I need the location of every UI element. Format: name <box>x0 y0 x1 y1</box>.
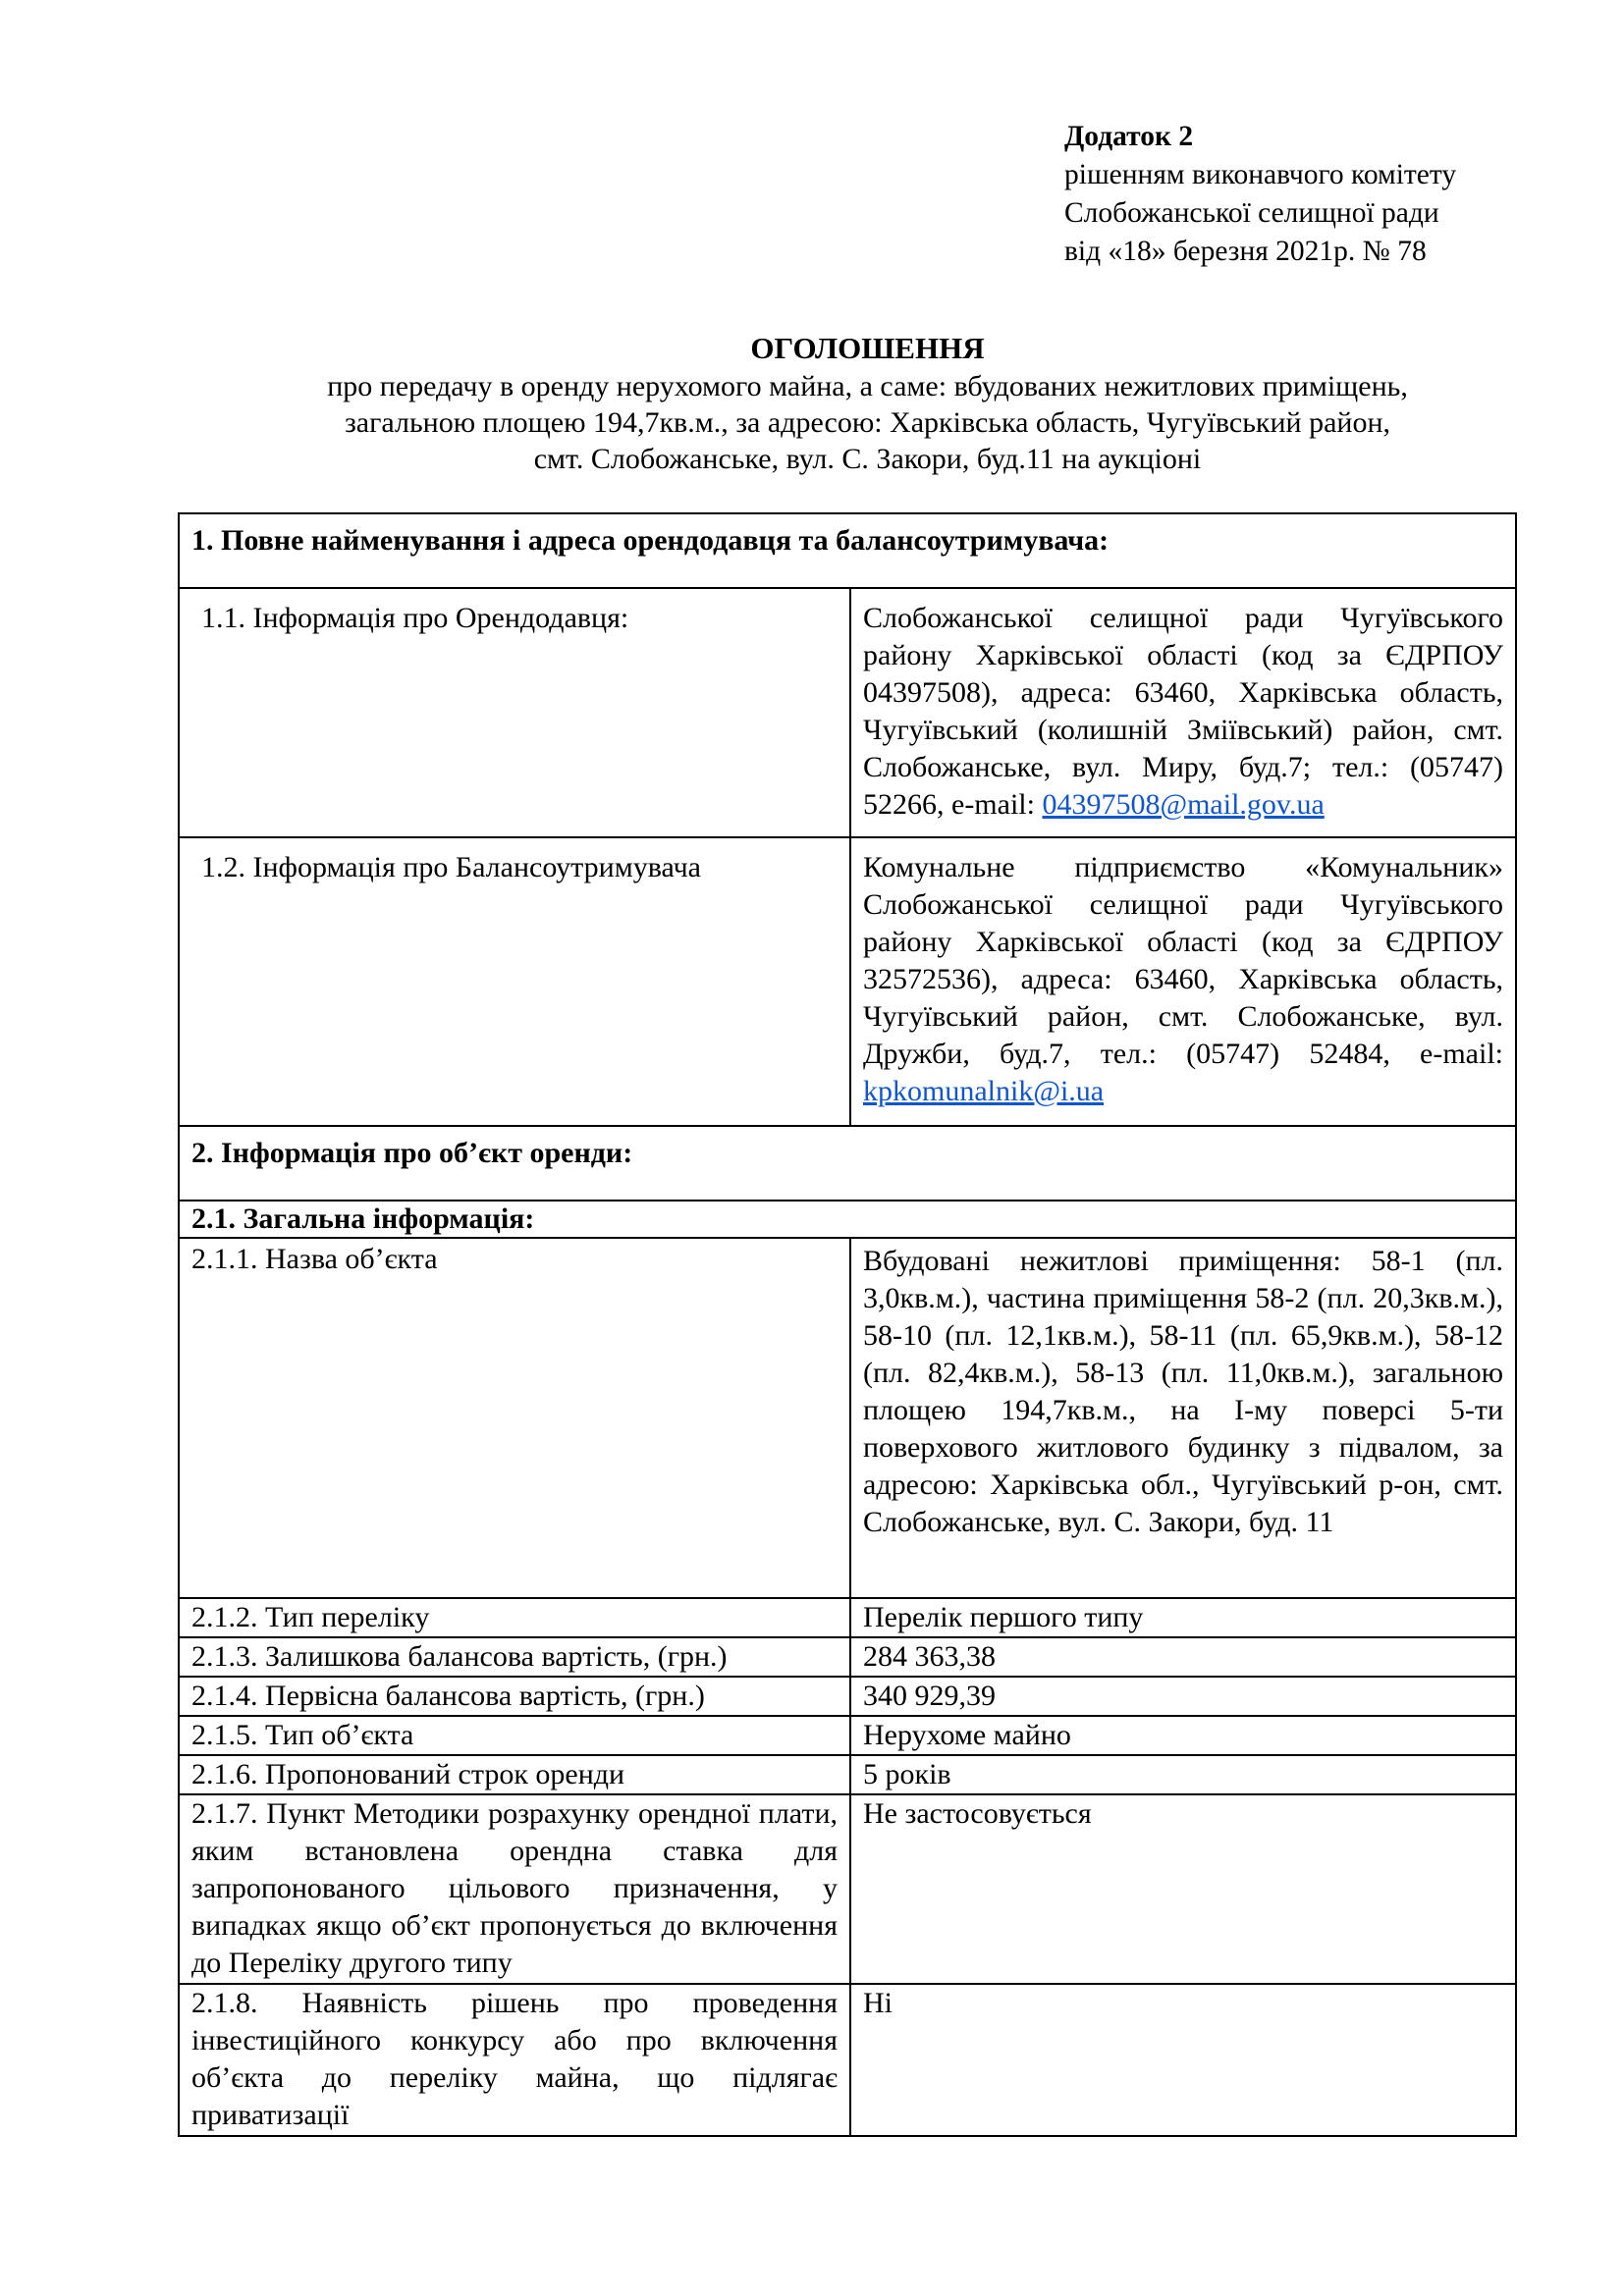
table-row <box>179 1238 1516 1598</box>
lease-term-label: 2.1.6. Пропонований строк оренди <box>179 1755 850 1794</box>
table-row <box>179 1598 1516 1637</box>
residual-value-value: 284 363,38 <box>850 1637 1516 1677</box>
lessor-label: 1.1. Інформація про Орендодавця: <box>179 588 850 837</box>
section-1-title: 1. Повне найменування і адреса орендодавця та балансоутримувача: <box>179 513 1516 588</box>
rent-method-label: 2.1.7. Пункт Методики розрахунку орендної плати, яким встановлена орендна ставка для запропонованого цільового призначення, у випадках якщо об’єкт пропонується до включення до Переліку другого типу <box>179 1794 850 1984</box>
appendix-title: Додаток 2 <box>1064 121 1194 152</box>
object-type-value: Нерухоме майно <box>850 1716 1516 1755</box>
initial-value-value: 340 929,39 <box>850 1677 1516 1716</box>
announcement-subtitle-line: смт. Слобожанське, вул. С. Закори, буд.11 на аукціоні <box>533 443 1202 475</box>
balance-holder-value-cell <box>850 837 1516 1126</box>
residual-value-label: 2.1.3. Залишкова балансова вартість, (грн.) <box>179 1637 850 1677</box>
balance-holder-email-link[interactable]: kpkomunalnik@i.ua <box>863 1075 1105 1107</box>
initial-value-label: 2.1.4. Первісна балансова вартість, (грн.) <box>179 1677 850 1716</box>
lessor-value: Слобожанської селищної ради Чугуївського району Харківської області (код за ЄДРПОУ 04397508), адреса: 63460, Харківська область, Чугуївський (колишній Зміївський) район, смт. Слобожанське, вул. Миру, буд.7; тел.: (05747) 52266, e-mail: <box>863 602 1503 821</box>
list-type-value: Перелік першого типу <box>850 1598 1516 1637</box>
announcement-heading <box>179 329 1556 477</box>
announcement-subtitle-line: загальною площею 194,7кв.м., за адресою: Харківська область, Чугуївський район, <box>344 406 1391 439</box>
object-name-value <box>850 1238 1516 1598</box>
info-table <box>178 512 1517 2137</box>
appendix-line: рішенням виконавчого комітету <box>1064 159 1457 190</box>
appendix-block <box>1064 118 1456 271</box>
section-row <box>179 1126 1516 1201</box>
section-row <box>179 1201 1516 1238</box>
announcement-title: ОГОЛОШЕННЯ <box>750 331 985 365</box>
section-2-title: 2. Інформація про об’єкт оренди: <box>179 1126 1516 1201</box>
rent-method-value: Не застосовується <box>850 1794 1516 1984</box>
object-name-value-part: Вбудовані нежитлові приміщення: 58-1 (пл. 3,0кв.м.), частина приміщення 58-2 (пл. 20,3кв.м.), 58-10 (пл. 12,1кв.м.), 58-11 (пл. 65,9кв.м.), 58-12 (пл. 82,4кв.м.), 58-13 (пл. 11,0кв.м.), <box>863 1245 1503 1389</box>
object-type-label: 2.1.5. Тип об’єкта <box>179 1716 850 1755</box>
announcement-subtitle-line: про передачу в оренду нерухомого майна, а саме: вбудованих нежитлових приміщень, <box>327 370 1408 402</box>
privatization-label: 2.1.8. Наявність рішень про проведення інвестиційного конкурсу або про включення об’єкта до переліку майна, що підлягає приватизації <box>179 1984 850 2136</box>
privatization-value: Ні <box>850 1984 1516 2136</box>
balance-holder-value: Комунальне підприємство «Комунальник» Слобожанської селищної ради Чугуївського району Харківської області (код за ЄДРПОУ 32572536), адреса: 63460, Харківська область, Чугуївський район, смт. Слобожанське, вул. Дружби, буд.7, тел.: (05747) 52484, e-mail: <box>863 851 1503 1070</box>
lease-term-value: 5 років <box>850 1755 1516 1794</box>
object-name-value-part: загальною площею 194,7кв.м., на І-му поверсі 5-ти поверхового житлового будинку з підвалом, за адресою: Харківська обл., Чугуївський р-он, смт. Слобожанське, вул. С. Закори, буд. 11 <box>863 1357 1503 1538</box>
appendix-line: від «18» березня 2021р. № 78 <box>1064 236 1427 267</box>
lessor-email-link[interactable]: 04397508@mail.gov.ua <box>1042 788 1325 821</box>
section-2-1-title: 2.1. Загальна інформація: <box>179 1201 1516 1238</box>
object-name-label: 2.1.1. Назва об’єкта <box>179 1238 850 1598</box>
table-row <box>179 1755 1516 1794</box>
appendix-line: Слобожанської селищної ради <box>1064 197 1439 229</box>
table-row <box>179 588 1516 837</box>
section-row <box>179 513 1516 588</box>
table-row <box>179 1677 1516 1716</box>
balance-holder-label: 1.2. Інформація про Балансоутримувача <box>179 837 850 1126</box>
list-type-label: 2.1.2. Тип переліку <box>179 1598 850 1637</box>
table-row <box>179 1716 1516 1755</box>
table-row <box>179 1794 1516 1984</box>
table-row <box>179 1984 1516 2136</box>
table-row <box>179 1637 1516 1677</box>
lessor-value-cell <box>850 588 1516 837</box>
table-row <box>179 837 1516 1126</box>
